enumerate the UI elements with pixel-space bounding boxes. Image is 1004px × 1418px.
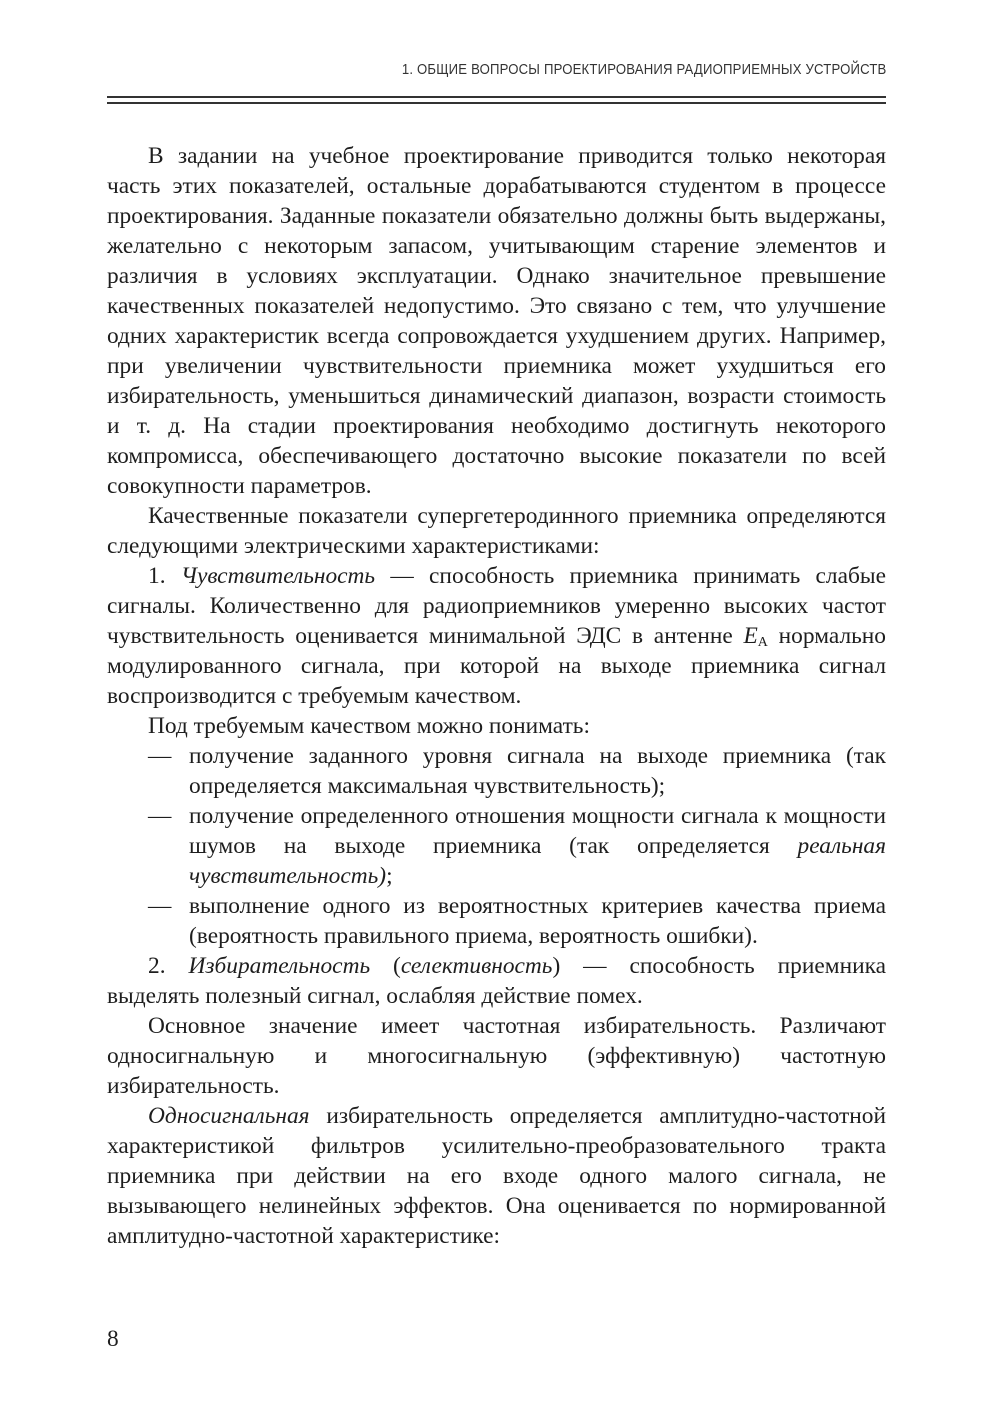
term-sensitivity: Чувствительность <box>180 563 376 589</box>
running-header: 1. ОБЩИЕ ВОПРОСЫ ПРОЕКТИРОВАНИЯ РАДИОПРИЕМНЫХ УСТРОЙСТВ <box>401 62 886 78</box>
item-number: 2. <box>148 953 166 979</box>
single-signal-definition: избирательность определяется амплитудно-частотной характеристикой фильтров усилительно-преобразовательного тракта приемника при действии на его входе одного малого сигнала, не вызывающего нелинейных эффектов. Она оценивается по нормированной амплитудно-частотной характеристике: <box>107 1103 886 1249</box>
item-number: 1. <box>148 563 166 589</box>
paragraph-selectivity <box>107 951 886 1011</box>
paren-open: ( <box>370 953 401 979</box>
paragraph-required-quality: Под требуемым качеством можно понимать: <box>148 713 590 739</box>
symbol-emf-subscript: A <box>757 635 768 650</box>
list-item-text: получение заданного уровня сигнала на выходе приемника (так определяется максимальная чувствительность); <box>189 743 886 799</box>
list-item <box>107 741 886 801</box>
paragraph-frequency-selectivity: Основное значение имеет частотная избирательность. Различают односигнальную и многосигнальную (эффективную) частотную избирательность. <box>107 1013 886 1099</box>
term-selectivity-alt: селективность <box>400 953 553 979</box>
header-rule-bottom <box>107 102 886 104</box>
paragraph-intro: В задании на учебное проектирование приводится только некоторая часть этих показателей, остальные дорабатываются студентом в процессе проектирования. Заданные показатели обязательно должны быть выдержаны, желательно с некоторым запасом, учитывающим старение элементов и различия в условиях эксплуатации. Однако значительное превышение качественных показателей недопустимо. Это связано с тем, что улучшение одних характеристик всегда сопровождается ухудшением других. Например, при увеличении чувствительности приемника может ухудшиться его избирательность, уменьшиться динамический диапазон, возрасти стоимость и т. д. На стадии проектирования необходимо достигнуть некоторого компромисса, обеспечивающего достаточно высокие показатели по всей совокупности параметров. <box>107 143 886 499</box>
selectivity-definition: ) — способность приемника выделять полезный сигнал, ослабляя действие помех. <box>107 953 886 1009</box>
paragraph-single-signal <box>107 1101 886 1251</box>
sensitivity-definition: — способность приемника принимать слабые сигналы. Количественно для радиоприемников умеренно высоких частот чувствительность оценивается минимальной ЭДС в антенне <box>107 563 886 649</box>
page-body <box>107 141 886 1251</box>
list-item-punct: ; <box>386 863 393 889</box>
symbol-emf: E <box>743 623 758 649</box>
paragraph-quality-indicators: Качественные показатели супергетеродинного приемника определяются следующими электрическими характеристиками: <box>107 503 886 559</box>
dash-marker: — <box>148 803 172 829</box>
list-item <box>107 891 886 951</box>
page-number: 8 <box>107 1326 119 1352</box>
term-real-sensitivity: реальная чувствительность) <box>189 833 886 889</box>
list-item <box>107 801 886 891</box>
term-selectivity: Избирательность <box>188 953 371 979</box>
list-item-text: выполнение одного из вероятностных критериев качества приема (вероятность правильного приема, вероятность ошибки). <box>189 893 886 949</box>
paragraph-sensitivity <box>107 561 886 711</box>
list-item-text: получение определенного отношения мощности сигнала к мощности шумов на выходе приемника (так определяется <box>189 803 886 859</box>
dash-marker: — <box>148 893 172 919</box>
dash-marker: — <box>148 743 172 769</box>
term-single-signal: Односигнальная <box>148 1103 310 1129</box>
sensitivity-definition-end: нормально модулированного сигнала, при которой на выходе приемника сигнал воспроизводится с требуемым качеством. <box>107 623 886 709</box>
header-rule-top <box>107 96 886 98</box>
